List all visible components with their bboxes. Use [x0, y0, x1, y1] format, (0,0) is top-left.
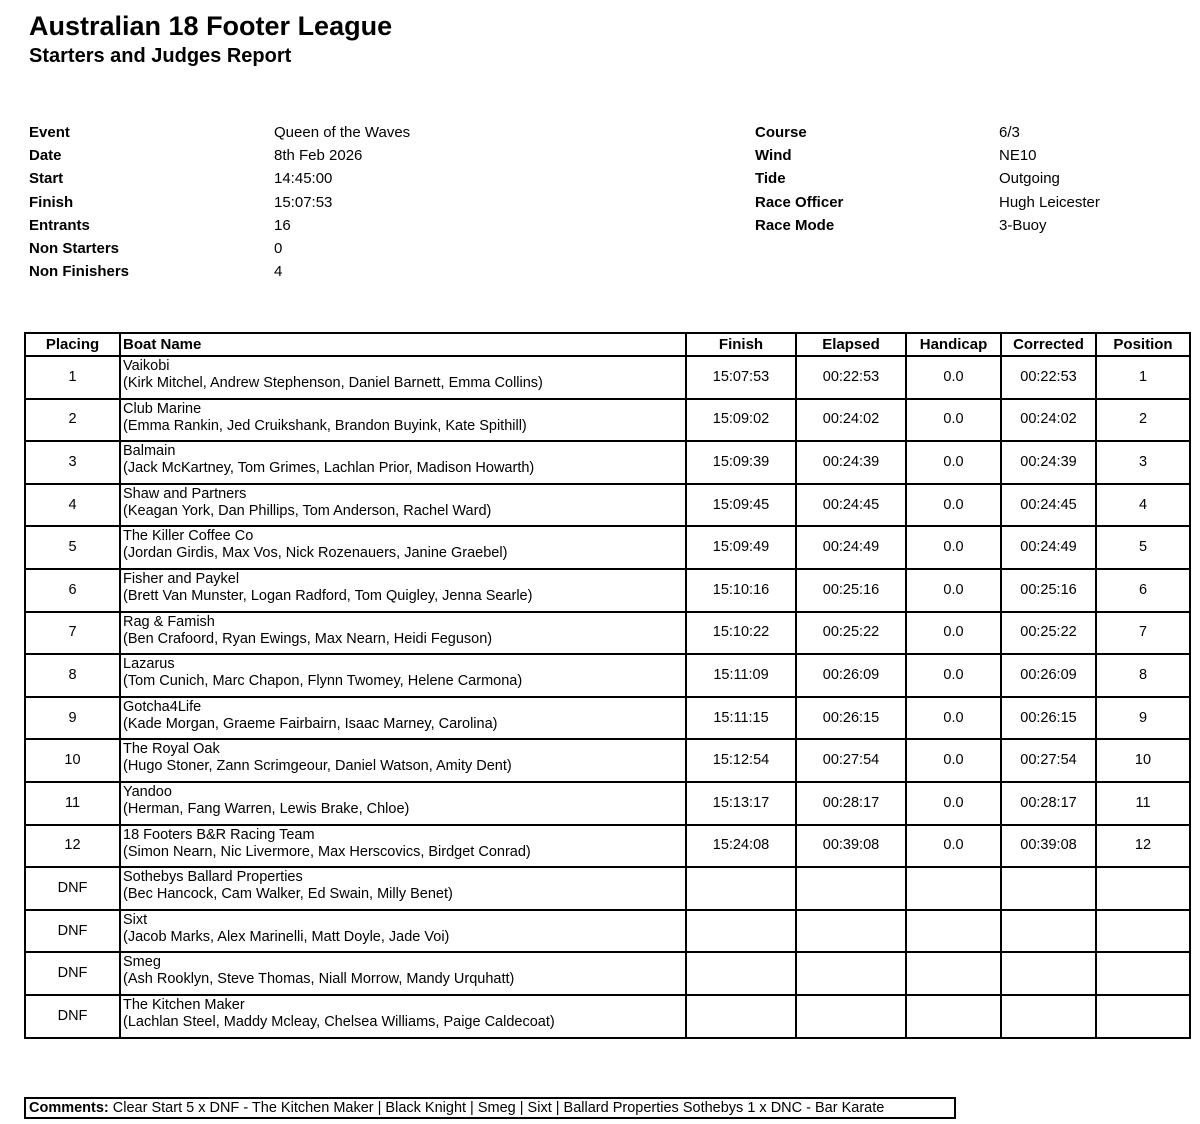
handicap-cell: 0.0	[906, 697, 1001, 740]
crew-list: (Hugo Stoner, Zann Scrimgeour, Daniel Watson, Amity Dent)	[123, 758, 512, 775]
handicap-cell	[906, 952, 1001, 995]
placing-cell: 10	[25, 739, 120, 782]
boat-name: Rag & Famish	[123, 613, 215, 630]
finish-cell: 15:11:09	[686, 654, 796, 697]
boat-cell	[120, 569, 686, 612]
position-cell: 2	[1096, 399, 1190, 442]
position-cell	[1096, 995, 1190, 1038]
boat-name: Vaikobi	[123, 358, 170, 374]
finish-cell: 15:13:17	[686, 782, 796, 825]
elapsed-cell: 00:26:09	[796, 654, 906, 697]
info-value: 3-Buoy	[999, 216, 1047, 234]
table-row	[25, 526, 1190, 569]
boat-name: Yandoo	[123, 783, 172, 800]
handicap-cell: 0.0	[906, 569, 1001, 612]
position-cell	[1096, 867, 1190, 910]
handicap-cell: 0.0	[906, 356, 1001, 399]
info-label: Wind	[755, 147, 792, 165]
info-row-wind	[755, 146, 1100, 169]
boat-cell	[120, 612, 686, 655]
boat-name: Gotcha4Life	[123, 698, 202, 715]
info-label: Non Starters	[29, 239, 120, 257]
crew-list: (Herman, Fang Warren, Lewis Brake, Chloe)	[123, 800, 410, 817]
boat-name: The Killer Coffee Co	[123, 528, 254, 545]
finish-cell	[686, 910, 796, 953]
crew-list: (Jack McKartney, Tom Grimes, Lachlan Prior, Madison Howarth)	[123, 460, 535, 477]
info-value: 6/3	[999, 124, 1020, 141]
placing-cell: 11	[25, 782, 120, 825]
boat-cell	[120, 441, 686, 484]
col-header-corrected: Corrected	[1001, 333, 1096, 356]
finish-cell: 15:09:02	[686, 399, 796, 442]
col-header-elapsed: Elapsed	[796, 333, 906, 356]
position-cell: 12	[1096, 825, 1190, 868]
corrected-cell	[1001, 995, 1096, 1038]
boat-name: Sixt	[123, 911, 148, 928]
info-row-race-mode	[755, 216, 1100, 239]
boat-name: Fisher and Paykel	[123, 570, 240, 587]
table-row	[25, 782, 1190, 825]
boat-name: 18 Footers B&R Racing Team	[123, 826, 315, 843]
col-header-placing: Placing	[25, 333, 120, 356]
crew-list: (Ash Rooklyn, Steve Thomas, Niall Morrow, Mandy Urquhatt)	[123, 971, 515, 988]
finish-cell: 15:09:45	[686, 484, 796, 527]
info-row-tide	[755, 169, 1100, 192]
finish-cell: 15:10:22	[686, 612, 796, 655]
corrected-cell: 00:26:15	[1001, 697, 1096, 740]
corrected-cell: 00:27:54	[1001, 739, 1096, 782]
corrected-cell: 00:25:16	[1001, 569, 1096, 612]
boat-cell	[120, 782, 686, 825]
info-row-race-officer	[755, 193, 1100, 216]
comments-box	[24, 1097, 956, 1119]
boat-cell	[120, 995, 686, 1038]
crew-list: (Jacob Marks, Alex Marinelli, Matt Doyle, Jade Voi)	[123, 928, 450, 945]
info-label: Finish	[29, 193, 74, 211]
table-row	[25, 867, 1190, 910]
handicap-cell: 0.0	[906, 441, 1001, 484]
info-row-finish	[29, 193, 410, 216]
race-info-left	[29, 123, 410, 285]
elapsed-cell	[796, 910, 906, 953]
elapsed-cell: 00:26:15	[796, 697, 906, 740]
info-value: 14:45:00	[274, 170, 333, 188]
boat-name: The Royal Oak	[123, 741, 220, 758]
report-title: Australian 18 Footer League	[29, 11, 393, 41]
boat-cell	[120, 399, 686, 442]
info-row-non-finishers	[29, 262, 410, 285]
info-row-non-starters	[29, 239, 410, 262]
header-row	[25, 333, 1190, 356]
crew-list: (Bec Hancock, Cam Walker, Ed Swain, Milly Benet)	[123, 886, 453, 903]
placing-cell: 2	[25, 399, 120, 442]
results-table	[24, 332, 1191, 1039]
position-cell: 3	[1096, 441, 1190, 484]
elapsed-cell: 00:28:17	[796, 782, 906, 825]
info-label: Race Officer	[755, 193, 844, 211]
info-label: Date	[29, 147, 62, 165]
info-value: 16	[274, 216, 291, 234]
crew-list: (Simon Nearn, Nic Livermore, Max Herscovics, Birdget Conrad)	[123, 843, 531, 860]
race-info-right	[755, 123, 1100, 239]
elapsed-cell: 00:25:16	[796, 569, 906, 612]
corrected-cell: 00:24:49	[1001, 526, 1096, 569]
position-cell	[1096, 952, 1190, 995]
boat-cell	[120, 825, 686, 868]
table-row	[25, 569, 1190, 612]
col-header-boat-name: Boat Name	[120, 333, 686, 356]
corrected-cell: 00:24:45	[1001, 484, 1096, 527]
finish-cell: 15:11:15	[686, 697, 796, 740]
finish-cell: 15:12:54	[686, 739, 796, 782]
table-row	[25, 654, 1190, 697]
finish-cell: 15:24:08	[686, 825, 796, 868]
comments-text: Clear Start 5 x DNF - The Kitchen Maker | Black Knight | Smeg | Sixt | Ballard Properties Sothebys 1 x DNC - Bar Karate	[108, 1100, 885, 1116]
boat-cell	[120, 356, 686, 399]
col-header-finish: Finish	[686, 333, 796, 356]
corrected-cell: 00:22:53	[1001, 356, 1096, 399]
placing-cell: 1	[25, 356, 120, 399]
boat-cell	[120, 484, 686, 527]
info-row-course	[755, 123, 1100, 146]
table-row	[25, 356, 1190, 399]
crew-list: (Brett Van Munster, Logan Radford, Tom Quigley, Jenna Searle)	[123, 587, 533, 604]
boat-name: Sothebys Ballard Properties	[123, 869, 303, 886]
col-header-handicap: Handicap	[906, 333, 1001, 356]
elapsed-cell: 00:24:02	[796, 399, 906, 442]
placing-cell: DNF	[25, 910, 120, 953]
finish-cell	[686, 867, 796, 910]
finish-cell: 15:09:39	[686, 441, 796, 484]
boat-cell	[120, 697, 686, 740]
table-row	[25, 739, 1190, 782]
table-row	[25, 995, 1190, 1038]
info-row-start	[29, 169, 410, 192]
info-label: Course	[755, 124, 807, 141]
table-row	[25, 399, 1190, 442]
handicap-cell: 0.0	[906, 526, 1001, 569]
info-row-entrants	[29, 216, 410, 239]
finish-cell	[686, 952, 796, 995]
position-cell	[1096, 910, 1190, 953]
handicap-cell	[906, 995, 1001, 1038]
crew-list: (Emma Rankin, Jed Cruikshank, Brandon Buyink, Kate Spithill)	[123, 417, 527, 434]
boat-cell	[120, 526, 686, 569]
placing-cell: DNF	[25, 995, 120, 1038]
corrected-cell	[1001, 867, 1096, 910]
placing-cell: 3	[25, 441, 120, 484]
col-header-position: Position	[1096, 333, 1190, 356]
boat-name: Balmain	[123, 443, 176, 460]
position-cell: 4	[1096, 484, 1190, 527]
handicap-cell: 0.0	[906, 612, 1001, 655]
crew-list: (Kade Morgan, Graeme Fairbairn, Isaac Marney, Carolina)	[123, 715, 498, 732]
boat-name: Club Marine	[123, 400, 202, 417]
corrected-cell: 00:25:22	[1001, 612, 1096, 655]
boat-cell	[120, 739, 686, 782]
table-row	[25, 910, 1190, 953]
handicap-cell: 0.0	[906, 825, 1001, 868]
placing-cell: 9	[25, 697, 120, 740]
elapsed-cell: 00:24:45	[796, 484, 906, 527]
placing-cell: 12	[25, 825, 120, 868]
placing-cell: 6	[25, 569, 120, 612]
position-cell: 10	[1096, 739, 1190, 782]
position-cell: 11	[1096, 782, 1190, 825]
table-row	[25, 825, 1190, 868]
handicap-cell: 0.0	[906, 782, 1001, 825]
info-label: Tide	[755, 170, 786, 188]
position-cell: 6	[1096, 569, 1190, 612]
info-value: 4	[274, 263, 283, 281]
crew-list: (Tom Cunich, Marc Chapon, Flynn Twomey, Helene Carmona)	[123, 673, 523, 690]
crew-list: (Kirk Mitchel, Andrew Stephenson, Daniel Barnett, Emma Collins)	[123, 375, 543, 391]
table-row	[25, 697, 1190, 740]
position-cell: 5	[1096, 526, 1190, 569]
elapsed-cell	[796, 995, 906, 1038]
boat-name: The Kitchen Maker	[123, 996, 245, 1013]
report-subtitle: Starters and Judges Report	[29, 45, 292, 67]
boat-cell	[120, 867, 686, 910]
corrected-cell: 00:26:09	[1001, 654, 1096, 697]
info-label: Start	[29, 170, 64, 188]
placing-cell: 7	[25, 612, 120, 655]
info-value: Outgoing	[999, 170, 1060, 188]
corrected-cell: 00:39:08	[1001, 825, 1096, 868]
elapsed-cell	[796, 952, 906, 995]
elapsed-cell: 00:27:54	[796, 739, 906, 782]
elapsed-cell	[796, 867, 906, 910]
boat-cell	[120, 910, 686, 953]
info-value: 0	[274, 239, 283, 257]
position-cell: 8	[1096, 654, 1190, 697]
position-cell: 1	[1096, 356, 1190, 399]
handicap-cell	[906, 910, 1001, 953]
elapsed-cell: 00:25:22	[796, 612, 906, 655]
boat-cell	[120, 952, 686, 995]
placing-cell: 4	[25, 484, 120, 527]
crew-list: (Keagan York, Dan Phillips, Tom Anderson, Rachel Ward)	[123, 502, 492, 519]
handicap-cell: 0.0	[906, 484, 1001, 527]
placing-cell: DNF	[25, 867, 120, 910]
corrected-cell: 00:24:02	[1001, 399, 1096, 442]
corrected-cell: 00:28:17	[1001, 782, 1096, 825]
handicap-cell: 0.0	[906, 399, 1001, 442]
crew-list: (Lachlan Steel, Maddy Mcleay, Chelsea Williams, Paige Caldecoat)	[123, 1013, 555, 1030]
info-label: Entrants	[29, 216, 90, 234]
crew-list: (Ben Crafoord, Ryan Ewings, Max Nearn, Heidi Feguson)	[123, 630, 493, 647]
handicap-cell: 0.0	[906, 739, 1001, 782]
handicap-cell: 0.0	[906, 654, 1001, 697]
boat-name: Lazarus	[123, 656, 175, 673]
finish-cell: 15:07:53	[686, 356, 796, 399]
placing-cell: DNF	[25, 952, 120, 995]
info-label: Event	[29, 124, 70, 141]
info-value: Queen of the Waves	[274, 124, 411, 141]
placing-cell: 5	[25, 526, 120, 569]
corrected-cell	[1001, 910, 1096, 953]
placing-cell: 8	[25, 654, 120, 697]
info-value: 8th Feb 2026	[274, 147, 363, 165]
position-cell: 9	[1096, 697, 1190, 740]
info-row-date	[29, 146, 410, 169]
boat-name: Smeg	[123, 954, 161, 971]
boat-cell	[120, 654, 686, 697]
crew-list: (Jordan Girdis, Max Vos, Nick Rozenauers, Janine Graebel)	[123, 545, 508, 562]
corrected-cell	[1001, 952, 1096, 995]
elapsed-cell: 00:24:49	[796, 526, 906, 569]
info-value: NE10	[999, 147, 1037, 165]
finish-cell: 15:09:49	[686, 526, 796, 569]
comments-label: Comments:	[29, 1100, 109, 1116]
info-value: Hugh Leicester	[999, 193, 1100, 211]
table-row	[25, 484, 1190, 527]
elapsed-cell: 00:39:08	[796, 825, 906, 868]
finish-cell	[686, 995, 796, 1038]
info-label: Non Finishers	[29, 263, 130, 281]
elapsed-cell: 00:24:39	[796, 441, 906, 484]
finish-cell: 15:10:16	[686, 569, 796, 612]
corrected-cell: 00:24:39	[1001, 441, 1096, 484]
info-row-event	[29, 123, 410, 146]
table-row	[25, 441, 1190, 484]
table-row	[25, 612, 1190, 655]
boat-name: Shaw and Partners	[123, 485, 247, 502]
elapsed-cell: 00:22:53	[796, 356, 906, 399]
table-row	[25, 952, 1190, 995]
info-value: 15:07:53	[274, 193, 333, 211]
info-label: Race Mode	[755, 216, 835, 234]
handicap-cell	[906, 867, 1001, 910]
position-cell: 7	[1096, 612, 1190, 655]
